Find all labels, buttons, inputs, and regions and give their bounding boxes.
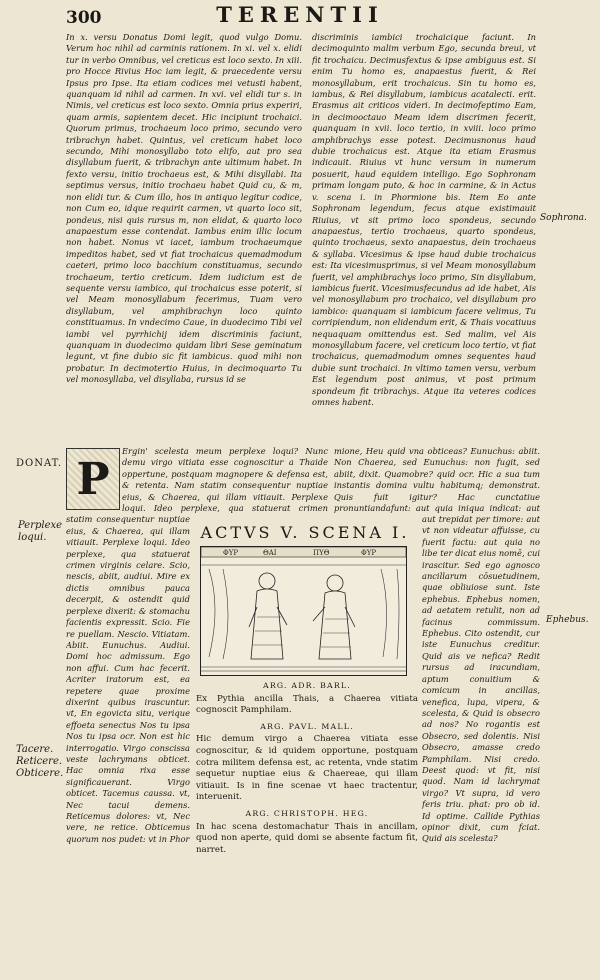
donatus-right-narrow-text: aut trepidat per timore: aut vt non videatur affuisse, cu fuerit factu: aut quia no libe ter dicat eius nomē, cui irascitur. Sed ego agnosco ancillarum cōsuetudinem, quae obliuiose sunt. Iste ephebus. Ephebus nomen, ad aetatem retulit, non ad facinus commissum. Ephebus. Cito ostendit, cur iste Eunuchus creditur. Quid ais ve nefica? Redit rursus ad iracundiam, aptum conuitium & comicum in ancillas, venefica, lupa, vipera, & scelesta, & Quid is obsecro ad nos? No rogantis est Obsecro, sed dolentis. Nisi Obsecro, amasse credo Pamphilam. Nisi credo. Deest quod: vt fit, nisi quod. Nam id lachrymat virgo? Vt supra, id vero feris triu. phat: pro ob id. Id optime. Callide Pythias opinor dixit, cum fciat. Quid ais scelesta? [422,514,540,844]
donatus-left-narrow [66,514,190,970]
page-number: 300 [66,8,102,28]
act-scene-title: ACTVS V. SCENA I. [200,523,410,542]
margin-note-sophrona: Sophrona. [540,213,587,223]
donatus-intro-left [122,446,328,514]
donatus-intro-right [334,446,540,514]
woodcut-label-2: ΘΑΙ [263,549,277,557]
initial-letter: P [76,453,110,505]
commentary-left-text: In x. versu Donatus Domi legit, quod vulgo Domu. Verum hoc nihil ad carminis rationem. In xi. vel x. elidi tur in verbo Omnibus, vel creticus est loco sexto. In xiii. pro Hocce Rivius Hoc iam legit, & praecedente versu Ipsus pro Ipse. Ita etiam codices mei vetusti habent, quanquam id nihil ad carmen. In xvi. vel elidi tur s. in Nimis, vel creticus est loco sexto. Omnia prius experiri, quam armis, sapientem decet. Hic incipiunt trochaici. Quorum primus, trochaeum loco primo, secundo vero tribrachyn habet. Quintus, vel creticum habet loco secundo, Mihi monosyllabo toto elifo, aut pro sea disyllabum fuerit, & tribrachyn ante ultimum habet. In fexto versu, initio trochaeus est, & Mihi disyllabi. Ita septimus versus, initio trochaeu habet Quid cu, & m, non elidi tur. & Cum illo, hos in antiquo legitur codice, non Cum eo, idque requirit carmen, vt quarto loco sit, pondeus, nisi quis rursus m, non elidat, & quarto loco anapaestum esse contendat. Iambus enim illic locum non habet. Nonus vt iacet, iambum trochaeumque impeditos habet, sed vt fiat trochaicus quemadmodum caeteri, primo loco bacchium constituamus, secundo trochaeum, tertio creticum. Idem iudicium est de sequente versu iambico, qui trochaicus esse poterit, si vel Meam monosyllabum fecerimus, Tuam vero disyllabum, vel amphibrachyn loco quinto constituamus. In vndecimo Caue, in duodecimo Tibi vel iambi vel pyrrhichij idem discriminis faciunt, quanquam in duodecimo quidam libri Sese geminatum legunt, vt fine dubio sic fit iambicus. quod mihi non probatur. In decimotertio Huius, in decimoquarto Tu vel monosyllaba, vel disyllaba, rursus id se [66,32,302,385]
arg-text-heg: In hac scena destomachatur Thais in ancillam, quod non aperte, quid domi se absente factum fit, narret. [196,821,418,855]
commentary-right-text: discriminis iambici trochaicique faciunt. In decimoquinto malim verbum Ego, secunda breui, vt fit trochaicu. Decimusfextus & ipse ambiguus est. Si enim Tu homo es, anapaestus fuerit, & Rei monosyllabum, erit trochaicus. Sin tu homo es, iambus, & Rei disyllabum, iambicus acatalecti. erit. Erasmus ait criticos videri. In decimofeptimo Eam, in decimooctauo Meam idem discrimen fecerit, quanquam in xvii. loco tertio, in xviii. loco primo amphibrachys esse potest. Decimusnonus haud dubie trochaicus est. Atque ita etiam Erasmus indicauit. Riuius vt hunc versum in numerum posuerit, haud equidem intelligo. Ego Sophronam primam longam puto, & hoc in carmine, & in Actus v. scena i. in Phormione bis. Item Eo ante Sophronam legendum, fecus atque existimauit Riuius, vt sit primo loco spondeus, secundo anapaestus, tertio trochaeus, quarto spondeus, quinto trochaeus, sexto anapaestus, dein trochaeus & syllaba. Vicesimus & ipse haud dubie trochaicus est: Ita vicesimusprimus, si vel Meam monosyllabum fuerit, vel amphibrachys loco primo, Sin disyllabum, iambicus fuerit. Vicesimusfecundus ad ide habet, Ais vel monosyllabum pro trochaico, vel disyllabum pro iambico: quanquam si iambicum facere velimus, Tu corripiendum, non elidendum erit, & Thais vocatiuus nequaquam omittendus est. Sed malim, vel Ais monosyllabum facere, vel creticum loco tertio, vt fiat trochaicus, quemadmodum omnes sequentes haud dubie sunt trochaici. In vltimo tamen versu, verbum Est legendum post animus, vt post primum spondeum fit tribrachys. Atque ita veteres codices omnes habent. [312,32,536,407]
woodcut-illustration [200,546,407,676]
arg-label-barl: ARG. ADR. BARL. [262,681,351,690]
donat-label: DONAT. [16,458,63,469]
arg-text-barl: Ex Pythia ancilla Thais, a Chaerea vitiata cognoscit Pamphilam. [196,693,418,716]
donatus-right-narrow [422,514,540,970]
arg-label-mall: ARG. PAVL. MALL. [260,721,354,731]
arguments-block [196,676,418,856]
decorated-initial [66,448,120,510]
arg-text-mall: Hic demum virgo a Chaerea vitiata esse cognoscitur, & id quidem opportune, postquam cotra militem defensa est, ac retenta, vnde statim sequetur nuptiae eius & Chaereae, qui illam vitiauit. Is in fine scenae vt haec tractentur, interuenit. [196,734,418,803]
donatus-left-narrow-text: statim consequentur nuptiae eius, & Chaerea, qui illam vitiauit. Perplexe loqui. Ideo perplexe, qua statuerat crimen virginis celare. Scio, nescis, abiit, audiui. Mire ex dictis omnibus pauca decerpit, & ostendit quid perplexe dixerit: & stomachu facientis expressit. Scio. Fie re puellam. Nescio. Vitiatam. Abiit. Eunuchus. Audiui. Domi hoc admissum. Ego non affui. Cum hac fecerit. Acriter iratorum est, ea repetere quae proxime dixerint quibus irascuntur. vt, En egovicta situ, verique effoeta senectus Nos tu ipsa Nos tu ipsa ocr. Non est hic interrogatio. Virgo conscissa veste lachrymans obticet. Hac omnia rixa esse significauerant. Virgo obticet. Tacemus caussa. vt, Nec tacui demens. Reticemus dolores: vt, Nec vere, ne retice. Obticemus quorum nos pudet: vt in Phor [66,514,190,844]
commentary-right-column [312,32,536,434]
margin-note-perplexe: Perplexe loqui. [18,520,63,543]
arg-label-heg: ARG. CHRISTOPH. HEG. [245,808,369,818]
woodcut-label-3: ΠΥΘ [313,549,330,557]
donatus-intro-left-text: Ergin' scelesta meum perplexe loqui? Nunc demu virgo vitiata esse cognoscitur a Thaide oppertune, postquam magnopere & defensa est, & retenta. Nam statim consequentur nuptiae eius, & Chaerea, qui illam vitiauit. Perplexe loqui. Ideo perplexe, qua statuerat crimen [122,446,328,514]
woodcut-label-1: ΦΥΡ [223,549,239,557]
running-head: TERENTII [216,2,384,27]
margin-note-tacere: Tacere. Reticere. Obticere. [16,744,64,779]
woodcut-label-4: ΦΥΡ [361,549,377,557]
margin-note-ephebus: Ephebus. [546,615,589,625]
donatus-intro-right-text: mione, Heu quid vna obticeas? Eunuchus: abiit. Non Chaerea, sed Eunuchus: non fugit, sed abiit, dixit. Quamobre? quid ocr. Hic a sua tum instantis domina vultu habitumq; demonstrat. Quis fuit igitur? Hac cunctatiue pronuntiandafunt: aut quia iniqua indicat: aut [334,446,540,514]
commentary-left-column [66,32,302,434]
